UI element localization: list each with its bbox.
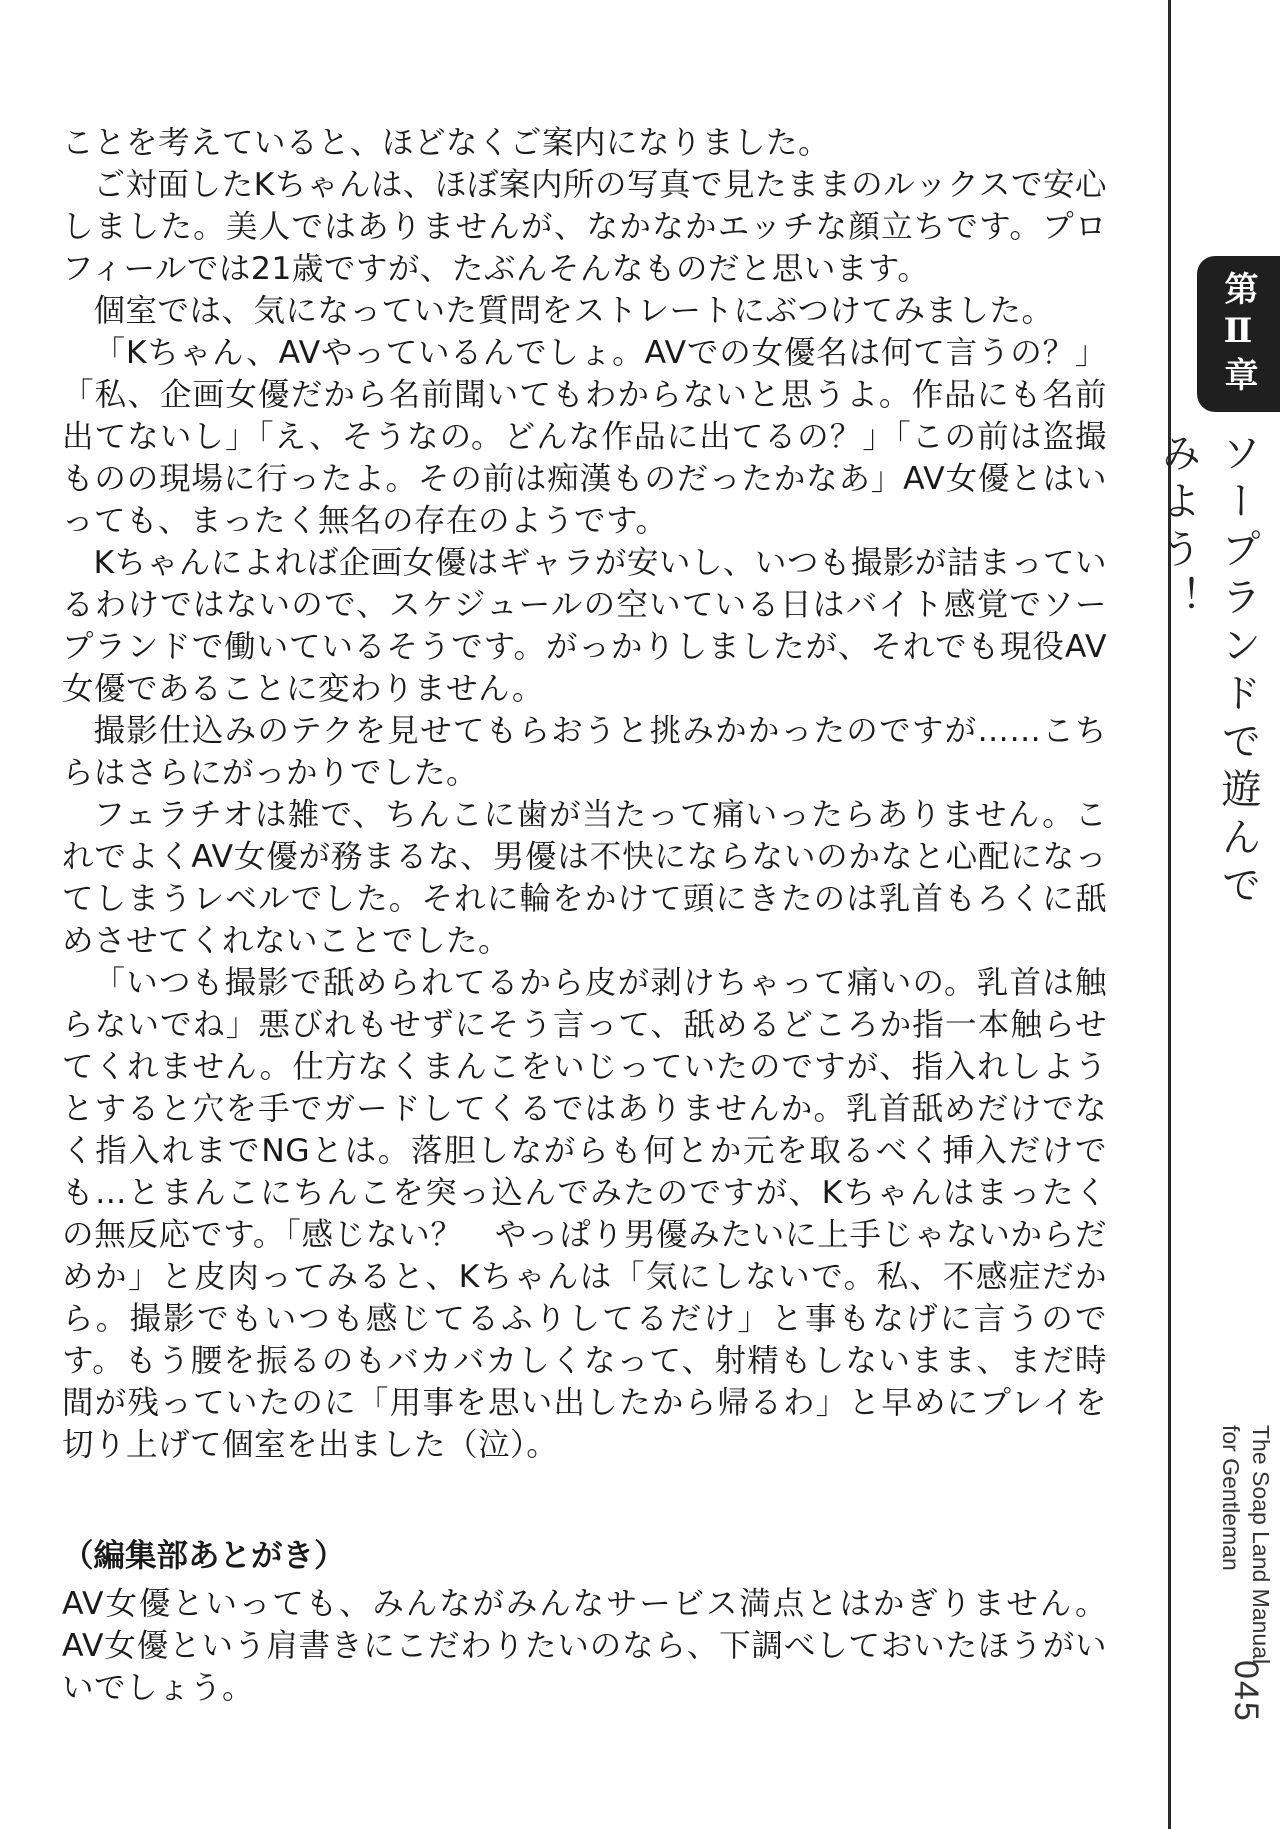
paragraph-4: 「Kちゃん、AVやっているんでしょ。AVでの女優名は何て言うの？」「私、企画女優だから名前聞いてもわからないと思うよ。作品にも名前出てないし」「え、そうなの。どんな作品に出てるの？」「この前は盗撮ものの現場に行ったよ。その前は痴漢ものだったかなあ」AV女優とはいっても、まったく無名の存在のようです。 (62, 335, 1107, 539)
paragraph-1: ことを考えていると、ほどなくご案内になりました。 (62, 125, 831, 161)
article-body (62, 122, 1107, 1466)
book-title-line-2: for Gentleman (1218, 1425, 1244, 1571)
paragraph-2: ご対面したKちゃんは、ほぼ案内所の写真で見たままのルックスで安心しました。美人ではありませんが、なかなかエッチな顔立ちです。プロフィールでは21歳ですが、たぶんそんなものだと思います。 (62, 167, 1107, 287)
afterword-text: AV女優といっても、みんながみんなサービス満点とはかぎりません。AV女優という肩書きにこだわりたいのなら、下調べしておいたほうがいいでしょう。 (62, 1586, 1107, 1706)
editorial-afterword (62, 1535, 1107, 1709)
paragraph-6: 撮影仕込みのテクを見せてもらおうと挑みかかったのですが……こちらはさらにがっかりでした。 (62, 713, 1107, 791)
paragraph-3: 個室では、気になっていた質問をストレートにぶつけてみました。 (93, 293, 1054, 329)
paragraph-5: Kちゃんによれば企画女優はギャラが安いし、いつも撮影が詰まっているわけではないので、スケジュールの空いている日はバイト感覚でソープランドで働いているそうです。がっかりしましたが、それでも現役AV女優であることに変わりません。 (62, 545, 1107, 707)
margin-divider (1168, 0, 1171, 1829)
chapter-label: 第Ⅱ章 (1218, 271, 1258, 397)
chapter-title: ソープランドで遊んでみよう！ (1155, 432, 1261, 912)
paragraph-7: フェラチオは雑で、ちんこに歯が当たって痛いったらありません。これでよくAV女優が務まるな、男優は不快にならないのかなと心配になってしまうレベルでした。それに輪をかけて頭にきたのは乳首もろくに舐めさせてくれないことでした。 (62, 797, 1107, 959)
chapter-tab (1197, 256, 1280, 412)
page-number: 045 (1227, 1660, 1265, 1723)
afterword-heading: （編集部あとがき） (62, 1538, 346, 1574)
paragraph-8: 「いつも撮影で舐められてるから皮が剥けちゃって痛いの。乳首は触らないでね」悪びれもせずにそう言って、舐めるどころか指一本触らせてくれません。仕方なくまんこをいじっていたのですが、指入れしようとすると穴を手でガードしてくるではありませんか。乳首舐めだけでなく指入れまでNGとは。落胆しながらも何とか元を取るべく挿入だけでも…とまんこにちんこを突っ込んでみたのですが、Kちゃんはまったくの無反応です。「感じない？ やっぱり男優みたいに上手じゃないからだめか」と皮肉ってみると、Kちゃんは「気にしないで。私、不感症だから。撮影でもいつも感じてるふりしてるだけ」と事もなげに言うのです。もう腰を振るのもバカバカしくなって、射精もしないまま、まだ時間が残っていたのに「用事を思い出したから帰るわ」と早めにプレイを切り上げて個室を出ました（泣）。 (62, 965, 1107, 1463)
book-title-line-1: The Soap Land Manual (1248, 1425, 1274, 1665)
